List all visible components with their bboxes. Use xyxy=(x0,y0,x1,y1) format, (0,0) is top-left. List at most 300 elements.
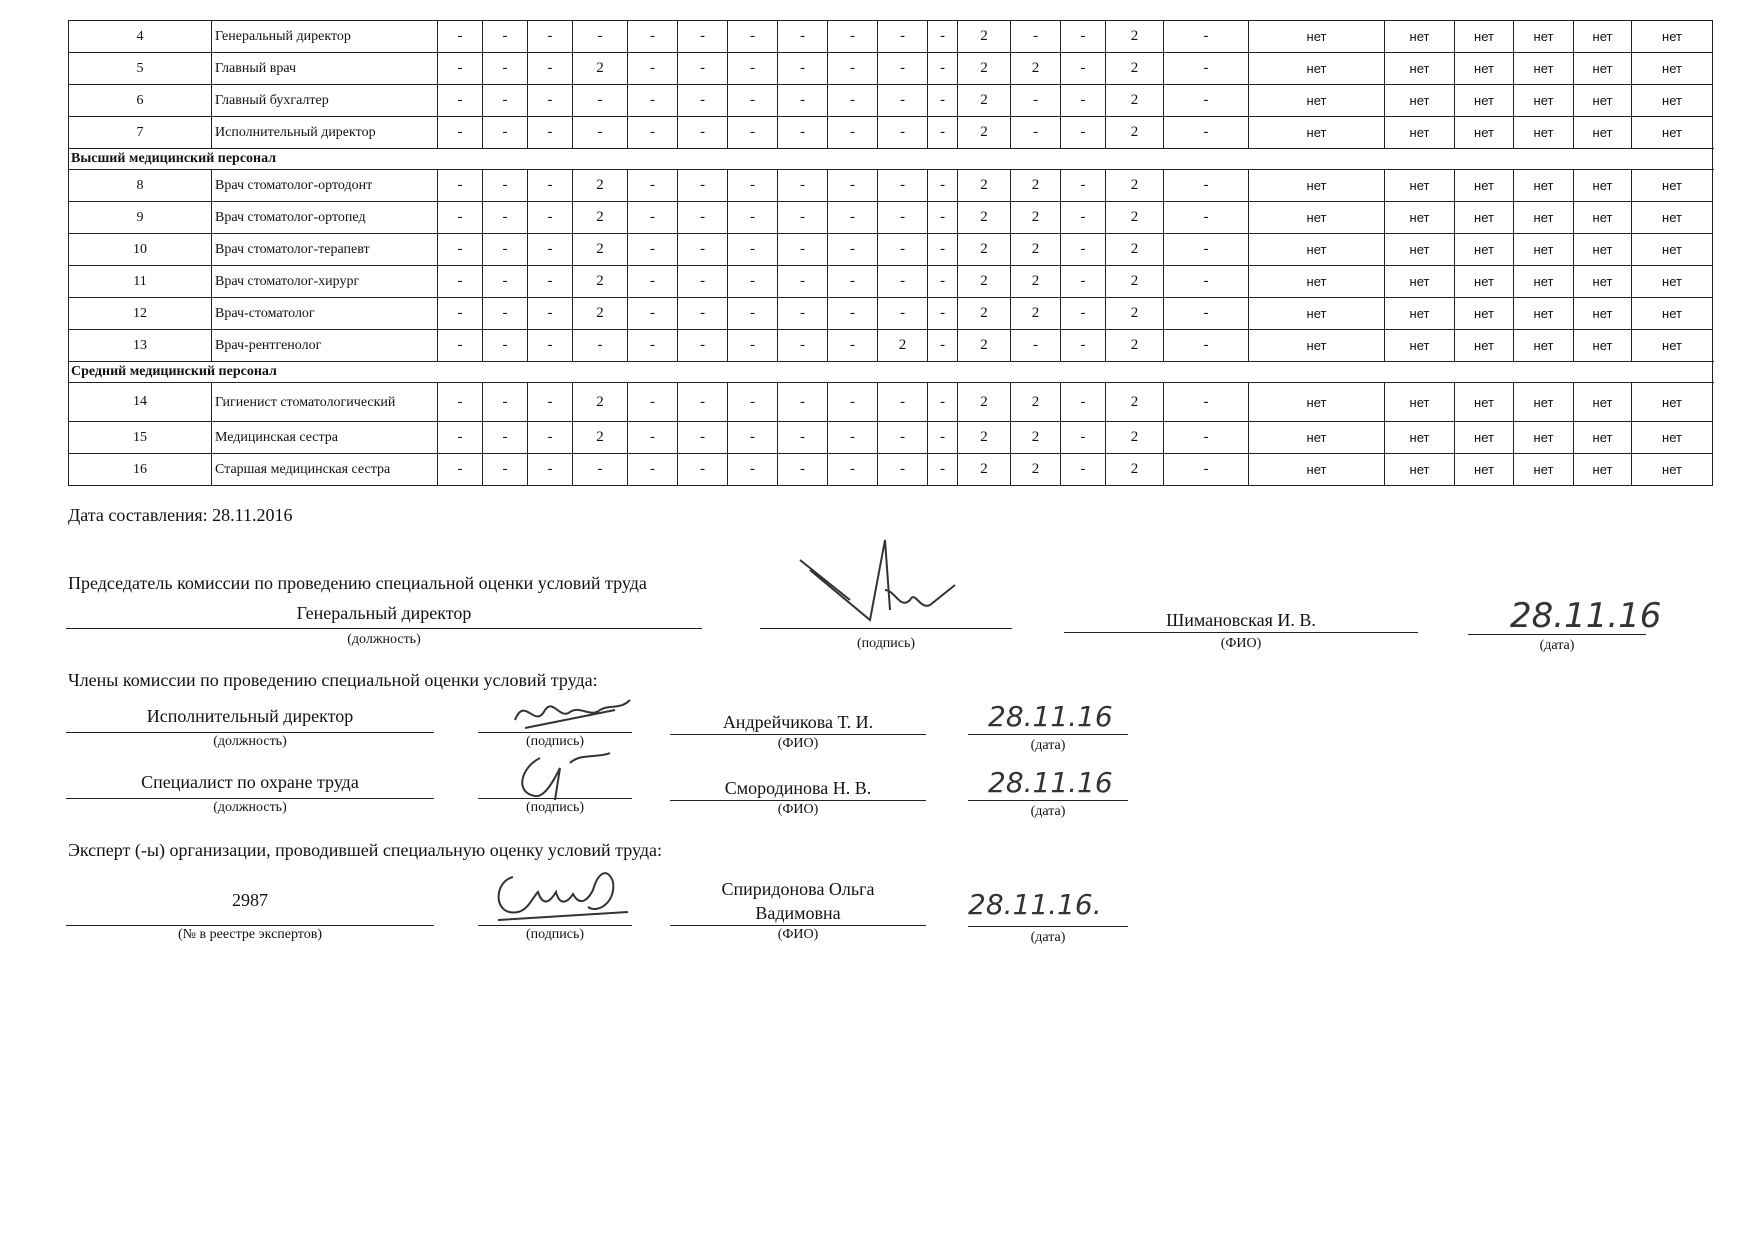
class-cell: - xyxy=(1061,234,1106,266)
class-cell: 2 xyxy=(1106,170,1164,202)
class-cell: 2 xyxy=(1106,454,1164,486)
flag-cell: нет xyxy=(1514,21,1574,53)
class-cell: - xyxy=(528,202,573,234)
row-number: 11 xyxy=(69,266,212,298)
position-name: Врач стоматолог-ортопед xyxy=(212,202,438,234)
class-cell: - xyxy=(573,454,628,486)
class-cell: 2 xyxy=(1106,53,1164,85)
class-cell: - xyxy=(828,21,878,53)
flag-cell: нет xyxy=(1249,234,1385,266)
class-cell: - xyxy=(828,383,878,422)
class-cell: 2 xyxy=(1106,117,1164,149)
class-cell: - xyxy=(678,383,728,422)
flag-cell: нет xyxy=(1514,170,1574,202)
class-cell: 2 xyxy=(958,234,1011,266)
class-cell: - xyxy=(928,21,958,53)
chairman-position: Генеральный директор xyxy=(296,603,472,623)
member-1-fio-caption: (ФИО) xyxy=(777,736,819,751)
row-number: 6 xyxy=(69,85,212,117)
expert-reg-line xyxy=(66,925,434,926)
class-cell: - xyxy=(678,53,728,85)
class-cell: - xyxy=(678,422,728,454)
position-name: Врач-рентгенолог xyxy=(212,330,438,362)
class-cell: - xyxy=(728,330,778,362)
class-cell: - xyxy=(483,234,528,266)
flag-cell: нет xyxy=(1249,330,1385,362)
class-cell: - xyxy=(1061,170,1106,202)
flag-cell: нет xyxy=(1455,298,1514,330)
flag-cell: нет xyxy=(1632,117,1713,149)
class-cell: - xyxy=(483,298,528,330)
class-cell: 2 xyxy=(958,266,1011,298)
class-cell: - xyxy=(483,383,528,422)
flag-cell: нет xyxy=(1574,330,1632,362)
class-cell: - xyxy=(878,85,928,117)
class-cell: - xyxy=(678,234,728,266)
flag-cell: нет xyxy=(1455,234,1514,266)
class-cell: - xyxy=(528,21,573,53)
class-cell: - xyxy=(828,170,878,202)
member-1-date: 28.11.16 xyxy=(988,700,1113,733)
row-number: 13 xyxy=(69,330,212,362)
flag-cell: нет xyxy=(1455,21,1514,53)
row-number: 16 xyxy=(69,454,212,486)
position-name: Врач стоматолог-хирург xyxy=(212,266,438,298)
class-cell: - xyxy=(438,85,483,117)
class-cell: 2 xyxy=(573,170,628,202)
flag-cell: нет xyxy=(1574,383,1632,422)
position-name: Исполнительный директор xyxy=(212,117,438,149)
class-cell: - xyxy=(438,202,483,234)
class-cell: - xyxy=(438,234,483,266)
class-cell: - xyxy=(1164,383,1249,422)
position-name: Врач стоматолог-терапевт xyxy=(212,234,438,266)
flag-cell: нет xyxy=(1574,234,1632,266)
class-cell: 2 xyxy=(1011,422,1061,454)
flag-cell: нет xyxy=(1249,422,1385,454)
flag-cell: нет xyxy=(1632,21,1713,53)
expert-fio-line xyxy=(670,925,926,926)
class-cell: - xyxy=(728,21,778,53)
table-row xyxy=(69,170,1713,202)
class-cell: - xyxy=(528,266,573,298)
class-cell: - xyxy=(573,117,628,149)
class-cell: - xyxy=(928,383,958,422)
class-cell: 2 xyxy=(958,53,1011,85)
class-cell: - xyxy=(728,117,778,149)
table-row xyxy=(69,298,1713,330)
flag-cell: нет xyxy=(1632,202,1713,234)
class-cell: 2 xyxy=(573,383,628,422)
class-cell: - xyxy=(628,53,678,85)
class-cell: 2 xyxy=(958,117,1011,149)
flag-cell: нет xyxy=(1632,422,1713,454)
member-2-fio-line xyxy=(670,800,926,801)
class-cell: - xyxy=(828,117,878,149)
class-cell: - xyxy=(1164,21,1249,53)
flag-cell: нет xyxy=(1514,53,1574,85)
flag-cell: нет xyxy=(1249,454,1385,486)
flag-cell: нет xyxy=(1249,21,1385,53)
chairman-fio-caption: (ФИО) xyxy=(1220,636,1262,651)
position-name: Главный бухгалтер xyxy=(212,85,438,117)
class-cell: - xyxy=(678,21,728,53)
class-cell: - xyxy=(928,454,958,486)
class-cell: - xyxy=(628,202,678,234)
class-cell: - xyxy=(878,234,928,266)
class-cell: - xyxy=(1011,21,1061,53)
class-cell: - xyxy=(438,170,483,202)
table-row xyxy=(69,85,1713,117)
class-cell: - xyxy=(628,170,678,202)
class-cell: - xyxy=(678,454,728,486)
class-cell: - xyxy=(728,202,778,234)
class-cell: - xyxy=(928,298,958,330)
class-cell: 2 xyxy=(1011,53,1061,85)
flag-cell: нет xyxy=(1385,266,1455,298)
date-line xyxy=(68,505,293,526)
member-1-fio-line xyxy=(670,734,926,735)
class-cell: - xyxy=(1061,53,1106,85)
class-cell: - xyxy=(528,298,573,330)
class-cell: - xyxy=(878,117,928,149)
expert-fio-line-1: Спиридонова Ольга xyxy=(721,879,875,899)
expert-heading: Эксперт (-ы) организации, проводившей специальную оценку условий труда: xyxy=(68,840,663,860)
class-cell: - xyxy=(1061,422,1106,454)
class-cell: - xyxy=(1164,422,1249,454)
class-cell: - xyxy=(678,298,728,330)
class-cell: - xyxy=(1164,53,1249,85)
class-cell: 2 xyxy=(958,422,1011,454)
chairman-fio: Шимановская И. В. xyxy=(1166,610,1316,630)
members-heading: Члены комиссии по проведению специальной оценки условий труда: xyxy=(68,670,598,690)
row-number: 15 xyxy=(69,422,212,454)
flag-cell: нет xyxy=(1632,85,1713,117)
flag-cell: нет xyxy=(1455,117,1514,149)
flag-cell: нет xyxy=(1455,170,1514,202)
class-cell: - xyxy=(928,422,958,454)
expert-fio-caption: (ФИО) xyxy=(777,927,819,942)
table-body xyxy=(69,21,1713,486)
flag-cell: нет xyxy=(1514,202,1574,234)
table-row xyxy=(69,266,1713,298)
flag-cell: нет xyxy=(1574,117,1632,149)
member-2-position: Специалист по охране труда xyxy=(141,772,359,792)
class-cell: - xyxy=(628,266,678,298)
flag-cell: нет xyxy=(1574,53,1632,85)
flag-cell: нет xyxy=(1514,266,1574,298)
class-cell: - xyxy=(1164,330,1249,362)
class-cell: 2 xyxy=(1106,85,1164,117)
member-2-position-line xyxy=(66,798,434,799)
class-cell: - xyxy=(828,234,878,266)
chairman-fio-line xyxy=(1064,632,1418,633)
class-cell: - xyxy=(778,298,828,330)
flag-cell: нет xyxy=(1249,266,1385,298)
class-cell: 2 xyxy=(1106,422,1164,454)
member-2-signature-icon xyxy=(510,748,620,804)
flag-cell: нет xyxy=(1632,454,1713,486)
table-row xyxy=(69,53,1713,85)
section-label: Высший медицинский персонал xyxy=(69,149,1713,170)
flag-cell: нет xyxy=(1455,383,1514,422)
class-cell: - xyxy=(528,454,573,486)
class-cell: 2 xyxy=(958,330,1011,362)
flag-cell: нет xyxy=(1385,21,1455,53)
flag-cell: нет xyxy=(1514,383,1574,422)
class-cell: - xyxy=(728,85,778,117)
member-2-date-caption: (дата) xyxy=(1030,804,1066,819)
chairman-date-caption: (дата) xyxy=(1539,638,1575,653)
class-cell: - xyxy=(573,330,628,362)
class-cell: - xyxy=(438,330,483,362)
member-1-position-line xyxy=(66,732,434,733)
chairman-position-line xyxy=(66,628,702,629)
chairman-heading: Председатель комиссии по проведению специальной оценки условий труда xyxy=(68,573,647,593)
flag-cell: нет xyxy=(1385,85,1455,117)
class-cell: - xyxy=(528,170,573,202)
class-cell: - xyxy=(483,330,528,362)
class-cell: - xyxy=(928,330,958,362)
class-cell: - xyxy=(483,85,528,117)
class-cell: - xyxy=(483,422,528,454)
class-cell: - xyxy=(728,298,778,330)
member-1-position: Исполнительный директор xyxy=(146,706,354,726)
flag-cell: нет xyxy=(1574,266,1632,298)
class-cell: 2 xyxy=(958,202,1011,234)
flag-cell: нет xyxy=(1249,383,1385,422)
class-cell: - xyxy=(573,21,628,53)
class-cell: - xyxy=(573,85,628,117)
chairman-signature-line xyxy=(760,628,1012,629)
class-cell: - xyxy=(1061,383,1106,422)
class-cell: - xyxy=(1061,266,1106,298)
flag-cell: нет xyxy=(1632,266,1713,298)
class-cell: 2 xyxy=(878,330,928,362)
member-2-position-caption: (должность) xyxy=(213,800,287,815)
class-cell: - xyxy=(678,85,728,117)
expert-date-caption: (дата) xyxy=(1030,930,1066,945)
table-row xyxy=(69,422,1713,454)
table-row xyxy=(69,202,1713,234)
class-cell: - xyxy=(878,422,928,454)
flag-cell: нет xyxy=(1574,85,1632,117)
class-cell: - xyxy=(828,53,878,85)
expert-reg-caption: (№ в реестре экспертов) xyxy=(177,927,323,942)
class-cell: - xyxy=(728,422,778,454)
class-cell: - xyxy=(778,170,828,202)
class-cell: - xyxy=(928,170,958,202)
class-cell: - xyxy=(528,422,573,454)
section-label: Средний медицинский персонал xyxy=(69,362,1713,383)
class-cell: - xyxy=(778,85,828,117)
class-cell: - xyxy=(928,85,958,117)
class-cell: - xyxy=(628,234,678,266)
expert-signature-line xyxy=(478,925,632,926)
class-cell: - xyxy=(1164,234,1249,266)
class-cell: - xyxy=(628,454,678,486)
class-cell: - xyxy=(678,266,728,298)
assessment-table xyxy=(68,20,1713,486)
position-name: Медицинская сестра xyxy=(212,422,438,454)
class-cell: - xyxy=(1164,117,1249,149)
class-cell: - xyxy=(628,21,678,53)
member-1-fio: Андрейчикова Т. И. xyxy=(722,712,874,732)
member-2-signature-line xyxy=(478,798,632,799)
member-1-date-caption: (дата) xyxy=(1030,738,1066,753)
class-cell: - xyxy=(528,383,573,422)
class-cell: - xyxy=(1061,117,1106,149)
flag-cell: нет xyxy=(1249,202,1385,234)
class-cell: - xyxy=(483,53,528,85)
expert-signature-icon xyxy=(488,862,638,928)
class-cell: - xyxy=(438,21,483,53)
flag-cell: нет xyxy=(1249,117,1385,149)
flag-cell: нет xyxy=(1632,53,1713,85)
table-row xyxy=(69,117,1713,149)
flag-cell: нет xyxy=(1249,170,1385,202)
row-number: 7 xyxy=(69,117,212,149)
class-cell: - xyxy=(1061,21,1106,53)
flag-cell: нет xyxy=(1632,170,1713,202)
class-cell: 2 xyxy=(1011,266,1061,298)
flag-cell: нет xyxy=(1385,170,1455,202)
flag-cell: нет xyxy=(1574,454,1632,486)
class-cell: 2 xyxy=(958,383,1011,422)
position-name: Главный врач xyxy=(212,53,438,85)
class-cell: - xyxy=(438,266,483,298)
flag-cell: нет xyxy=(1514,422,1574,454)
member-1-date-line xyxy=(968,734,1128,735)
class-cell: - xyxy=(728,53,778,85)
row-number: 10 xyxy=(69,234,212,266)
flag-cell: нет xyxy=(1455,454,1514,486)
class-cell: - xyxy=(1164,454,1249,486)
flag-cell: нет xyxy=(1455,422,1514,454)
class-cell: - xyxy=(628,422,678,454)
class-cell: - xyxy=(878,170,928,202)
chairman-signature-caption: (подпись) xyxy=(856,636,916,651)
position-name: Генеральный директор xyxy=(212,21,438,53)
class-cell: - xyxy=(928,53,958,85)
class-cell: - xyxy=(878,454,928,486)
class-cell: - xyxy=(778,202,828,234)
class-cell: - xyxy=(1011,117,1061,149)
class-cell: 2 xyxy=(1106,383,1164,422)
row-number: 4 xyxy=(69,21,212,53)
expert-date-line xyxy=(968,926,1128,927)
class-cell: 2 xyxy=(573,202,628,234)
class-cell: - xyxy=(828,422,878,454)
chairman-date-line xyxy=(1468,634,1646,635)
class-cell: - xyxy=(878,298,928,330)
chairman-date: 28.11.16 xyxy=(1510,596,1662,636)
position-name: Старшая медицинская сестра xyxy=(212,454,438,486)
class-cell: - xyxy=(1164,85,1249,117)
class-cell: - xyxy=(483,170,528,202)
flag-cell: нет xyxy=(1385,53,1455,85)
class-cell: - xyxy=(1061,298,1106,330)
flag-cell: нет xyxy=(1385,202,1455,234)
class-cell: - xyxy=(728,383,778,422)
flag-cell: нет xyxy=(1249,53,1385,85)
class-cell: - xyxy=(878,383,928,422)
row-number: 14 xyxy=(69,383,212,422)
flag-cell: нет xyxy=(1455,266,1514,298)
flag-cell: нет xyxy=(1574,298,1632,330)
flag-cell: нет xyxy=(1385,298,1455,330)
flag-cell: нет xyxy=(1385,234,1455,266)
class-cell: - xyxy=(928,117,958,149)
class-cell: - xyxy=(678,170,728,202)
flag-cell: нет xyxy=(1455,85,1514,117)
class-cell: - xyxy=(678,117,728,149)
flag-cell: нет xyxy=(1249,298,1385,330)
class-cell: - xyxy=(438,422,483,454)
class-cell: - xyxy=(778,53,828,85)
class-cell: 2 xyxy=(573,234,628,266)
class-cell: - xyxy=(438,454,483,486)
flag-cell: нет xyxy=(1632,330,1713,362)
table-row xyxy=(69,21,1713,53)
position-name: Врач стоматолог-ортодонт xyxy=(212,170,438,202)
chairman-position-caption: (должность) xyxy=(347,632,421,647)
class-cell: 2 xyxy=(1011,454,1061,486)
class-cell: - xyxy=(778,422,828,454)
class-cell: - xyxy=(628,85,678,117)
table-row xyxy=(69,454,1713,486)
date-label: Дата составления: xyxy=(68,505,208,525)
row-number: 9 xyxy=(69,202,212,234)
class-cell: - xyxy=(438,383,483,422)
class-cell: - xyxy=(778,330,828,362)
flag-cell: нет xyxy=(1249,85,1385,117)
member-2-date-line xyxy=(968,800,1128,801)
flag-cell: нет xyxy=(1385,383,1455,422)
class-cell: 2 xyxy=(1106,21,1164,53)
class-cell: - xyxy=(678,202,728,234)
class-cell: 2 xyxy=(1011,298,1061,330)
flag-cell: нет xyxy=(1574,170,1632,202)
row-number: 5 xyxy=(69,53,212,85)
class-cell: - xyxy=(828,454,878,486)
class-cell: - xyxy=(878,202,928,234)
member-1-position-caption: (должность) xyxy=(213,734,287,749)
class-cell: - xyxy=(483,21,528,53)
position-name: Врач-стоматолог xyxy=(212,298,438,330)
class-cell: - xyxy=(778,21,828,53)
class-cell: - xyxy=(828,266,878,298)
position-name: Гигиенист стоматологический xyxy=(212,383,438,422)
class-cell: - xyxy=(1164,298,1249,330)
class-cell: - xyxy=(728,234,778,266)
class-cell: 2 xyxy=(1011,202,1061,234)
flag-cell: нет xyxy=(1455,202,1514,234)
class-cell: 2 xyxy=(958,170,1011,202)
class-cell: 2 xyxy=(1106,266,1164,298)
flag-cell: нет xyxy=(1385,422,1455,454)
class-cell: 2 xyxy=(1011,234,1061,266)
member-2-fio-caption: (ФИО) xyxy=(777,802,819,817)
class-cell: 2 xyxy=(958,85,1011,117)
class-cell: 2 xyxy=(1106,298,1164,330)
class-cell: - xyxy=(528,234,573,266)
class-cell: - xyxy=(928,234,958,266)
class-cell: - xyxy=(528,117,573,149)
class-cell: - xyxy=(1061,85,1106,117)
table-row xyxy=(69,330,1713,362)
chairman-signature-icon xyxy=(790,530,960,630)
